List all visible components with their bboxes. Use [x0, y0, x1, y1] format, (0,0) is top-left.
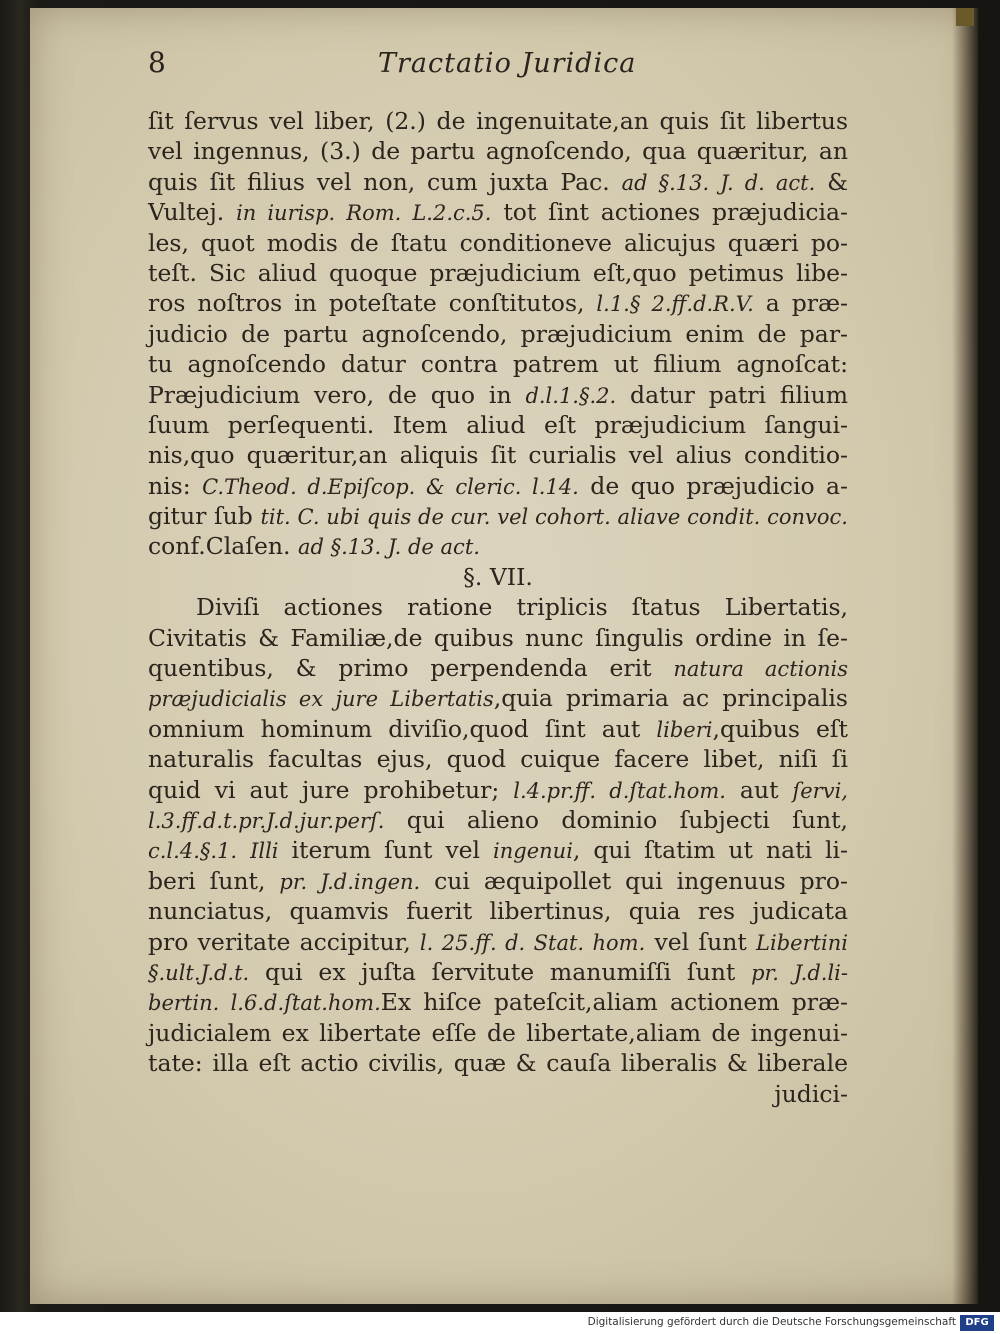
citation-italic: c.l.4.§.1. — [148, 839, 238, 864]
page-gutter-shadow — [952, 8, 978, 1304]
text-line — [148, 592, 848, 622]
text-segment: teſt. Sic aliud quoque præjudicium eſt,quo petimus libe- — [148, 258, 848, 287]
citation-italic: pr. J.d.ingen. — [279, 869, 421, 894]
text-segment: cui æquipollet qui ingenuus pro- — [420, 866, 848, 895]
text-segment: ſuum perſequenti. Item aliud eſt præjudicium ſangui- — [148, 410, 848, 439]
text-line — [148, 744, 848, 774]
corner-mark — [956, 8, 974, 26]
text-line — [148, 136, 848, 166]
citation-italic: ingenui — [493, 839, 573, 864]
text-line — [148, 623, 848, 653]
text-segment: tot ſint actiones præjudicia- — [491, 198, 848, 227]
text-segment: qui ex juſta ſervitute manumiſſi ſunt — [249, 957, 752, 986]
page-number: 8 — [148, 46, 166, 79]
text-line — [148, 501, 848, 531]
text-segment: les, quot modis de ſtatu conditioneve alicujus quæri po- — [148, 228, 848, 257]
dfg-logo: DFG — [960, 1315, 994, 1331]
citation-italic: ſervi, — [792, 778, 848, 803]
text-segment: nis: — [148, 471, 203, 500]
text-segment: & — [815, 167, 848, 196]
text-segment: judicialem ex libertate eſſe de libertate,aliam de ingenui- — [148, 1018, 848, 1047]
text-segment: judicio de partu agnoſcendo, præjudicium enim de par- — [148, 319, 848, 348]
citation-italic: in iurisp. Rom. L.2.c.5. — [236, 201, 492, 226]
text-line — [148, 319, 848, 349]
text-line — [148, 258, 848, 288]
text-line — [148, 106, 848, 136]
citation-italic: C.Theod. d.Epiſcop. & cleric. l.14. — [202, 474, 579, 499]
text-line — [148, 805, 848, 835]
text-segment: Civitatis & Familiæ,de quibus nunc ſingulis ordine in ſe- — [148, 623, 848, 652]
text-line — [148, 957, 848, 987]
text-line — [148, 775, 848, 805]
text-segment: qui alieno dominio ſubjecti ſunt, — [384, 805, 848, 834]
text-segment: aut — [725, 775, 793, 804]
text-segment: vel ingennus, (3.) de partu agnoſcendo, qua quæritur, an — [148, 137, 848, 166]
text-segment: a præ- — [753, 289, 849, 318]
text-segment: §. VII. — [463, 562, 533, 591]
text-segment: pro veritate accipitur, — [148, 927, 420, 956]
body-text — [148, 106, 848, 1109]
text-segment: nunciatus, quamvis fuerit libertinus, quia res judicata — [148, 897, 848, 926]
text-line — [148, 1018, 848, 1048]
citation-italic: §.ult.J.d.t. — [148, 960, 250, 985]
text-line — [148, 380, 848, 410]
text-line — [148, 714, 848, 744]
citation-italic: liberi — [656, 717, 713, 742]
text-segment: quid vi aut jure prohibetur; — [148, 775, 514, 804]
text-segment: quis ſit filius vel non, cum juxta Pac. — [148, 167, 622, 196]
citation-italic: d.l.1.§.2. — [525, 383, 617, 408]
text-line — [148, 440, 848, 470]
text-segment: conf.Claſen. — [148, 532, 298, 561]
text-line — [148, 866, 848, 896]
text-segment: ,quia primaria ac principalis — [493, 684, 848, 713]
text-line — [148, 410, 848, 440]
text-segment: omnium hominum diviſio,quod ſint aut — [148, 714, 657, 743]
text-segment: beri ſunt, — [148, 866, 280, 895]
running-head: Tractatio Juridica — [378, 48, 637, 79]
text-line — [148, 167, 848, 197]
text-line — [148, 1079, 848, 1109]
text-segment: Vultej. — [148, 198, 237, 227]
text-line — [148, 471, 848, 501]
text-line — [148, 228, 848, 258]
citation-italic: l.4.pr.ff. d.ſtat.hom. — [513, 778, 726, 803]
text-segment: Præjudicium vero, de quo in — [148, 380, 526, 409]
citation-italic: tit. C. ubi quis de cur. vel cohort. aliave condit. convoc. — [260, 505, 848, 530]
text-line — [148, 1048, 848, 1078]
text-line — [148, 987, 848, 1017]
text-segment: judici- — [774, 1079, 848, 1108]
citation-italic: ad §.13. J. d. act. — [621, 170, 816, 195]
text-line — [148, 562, 848, 592]
text-segment: ſit ſervus vel liber, (2.) de ingenuitate,an quis ſit libertus — [148, 107, 848, 135]
text-line — [148, 653, 848, 683]
text-segment: naturalis facultas ejus, quod cuique facere libet, niſi ſi — [148, 745, 848, 774]
citation-italic: pr. J.d.li- — [751, 960, 848, 985]
text-segment: gitur ſub — [148, 502, 261, 531]
text-segment: ,quibus eſt — [712, 714, 849, 743]
text-line — [148, 927, 848, 957]
citation-italic: l.1.§ 2.ff.d.R.V. — [596, 292, 754, 317]
text-segment: datur patri filium — [616, 380, 848, 409]
citation-italic: l.3.ff.d.t.pr.J.d.jur.perſ. — [148, 808, 385, 833]
digitization-note: Digitalisierung gefördert durch die Deutsche Forschungsgemeinschaft — [587, 1316, 956, 1328]
text-segment: nis,quo quæritur,an aliquis ſit curialis vel alius conditio- — [148, 441, 848, 470]
citation-italic: præjudicialis ex jure Libertatis — [148, 687, 494, 712]
text-segment: tate: illa eſt actio civilis, quæ & cauſa liberalis & liberale — [148, 1049, 848, 1078]
text-segment: quentibus, & primo perpendenda erit — [148, 654, 674, 683]
text-line — [148, 197, 848, 227]
text-segment: vel ſunt — [645, 927, 757, 956]
text-segment: Diviſi actiones ratione triplicis ſtatus Libertatis, — [196, 593, 848, 622]
text-segment: ros noſtros in poteſtate conſtitutos, — [148, 289, 597, 318]
text-line — [148, 288, 848, 318]
text-segment — [237, 836, 250, 864]
text-segment: , qui ſtatim ut nati li- — [572, 836, 848, 865]
citation-italic: natura actionis — [673, 657, 849, 682]
citation-italic: Libertini — [756, 930, 848, 955]
page-header — [148, 44, 648, 84]
text-segment: Ex hiſce pateſcit,aliam actionem præ- — [380, 988, 848, 1017]
text-line — [148, 896, 848, 926]
text-line — [148, 531, 848, 561]
citation-italic: Illi — [250, 839, 279, 864]
text-line — [148, 835, 848, 865]
text-line — [148, 683, 848, 713]
text-segment: de quo præjudicio a- — [578, 471, 848, 500]
text-line — [148, 349, 848, 379]
text-segment: iterum ſunt vel — [278, 836, 494, 865]
text-segment: tu agnoſcendo datur contra patrem ut filium agnoſcat: — [148, 350, 848, 379]
footer-bar — [0, 1312, 1000, 1334]
citation-italic: l. 25.ff. d. Stat. hom. — [419, 930, 646, 955]
citation-italic: ad §.13. J. de act. — [297, 535, 480, 560]
citation-italic: bertin. l.6.d.ſtat.hom. — [148, 991, 381, 1016]
